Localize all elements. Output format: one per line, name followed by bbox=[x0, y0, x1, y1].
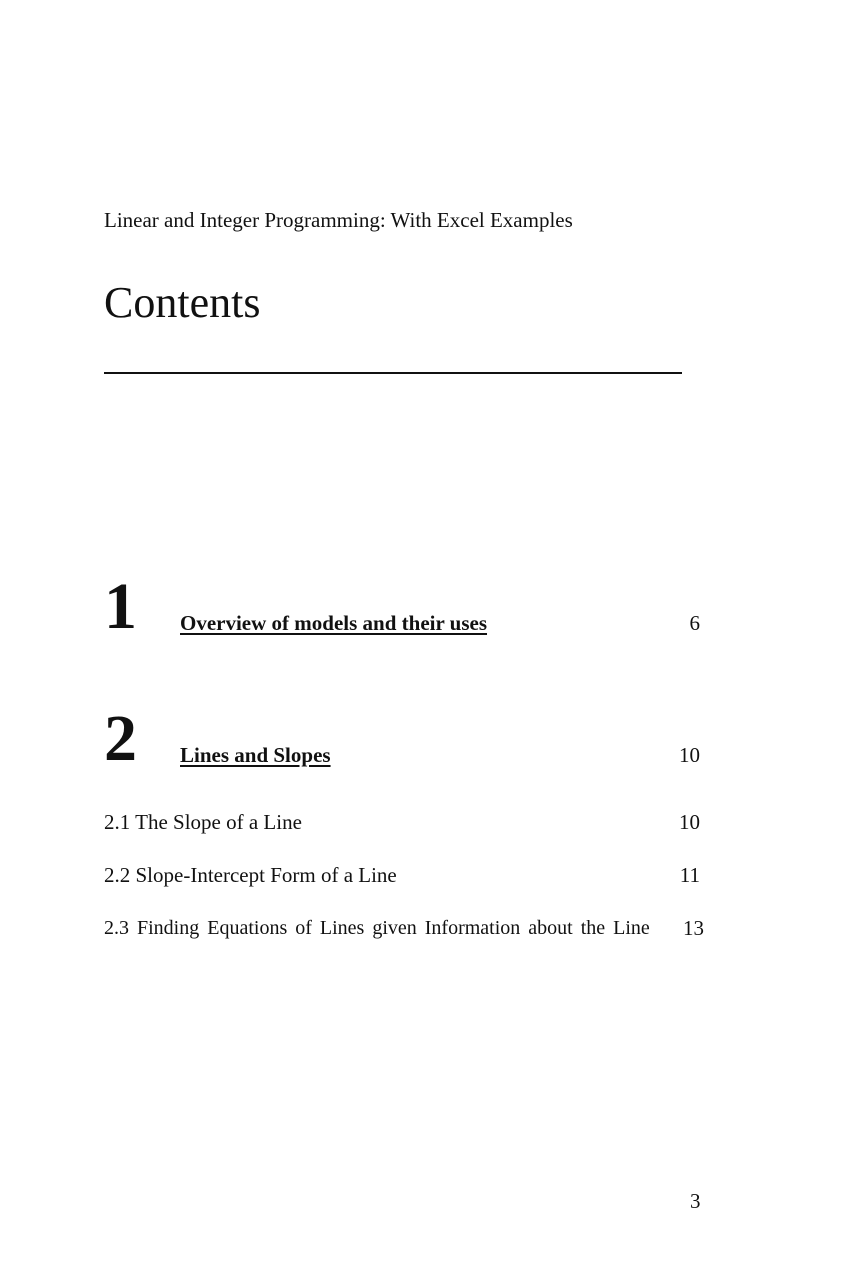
page-number: 3 bbox=[690, 1189, 701, 1213]
toc-chapter-1[interactable] bbox=[104, 570, 704, 643]
chapter-title-link[interactable]: Overview of models and their uses bbox=[180, 611, 488, 635]
section-page-number: 11 bbox=[679, 863, 700, 887]
chapter-page-number: 10 bbox=[679, 743, 700, 767]
book-title: Linear and Integer Programming: With Excel Examples bbox=[104, 208, 573, 232]
chapter-title-link[interactable]: Lines and Slopes bbox=[180, 743, 331, 767]
toc-chapter-2[interactable] bbox=[104, 702, 704, 775]
toc-section-2-3[interactable] bbox=[104, 914, 704, 942]
chapter-page-number: 6 bbox=[689, 611, 700, 635]
section-title: 2.3 Finding Equations of Lines given Information about the Line bbox=[104, 917, 650, 939]
section-title: 2.2 Slope-Intercept Form of a Line bbox=[104, 863, 397, 887]
heading-rule bbox=[104, 372, 682, 374]
contents-heading: Contents bbox=[104, 278, 261, 327]
section-title: 2.1 The Slope of a Line bbox=[104, 810, 302, 834]
toc-section-2-1[interactable] bbox=[104, 808, 704, 836]
section-page-number: 13 bbox=[683, 916, 704, 940]
chapter-number: 2 bbox=[104, 702, 137, 775]
toc-section-2-2[interactable] bbox=[104, 861, 704, 889]
chapter-number: 1 bbox=[104, 570, 137, 643]
section-page-number: 10 bbox=[679, 810, 700, 834]
